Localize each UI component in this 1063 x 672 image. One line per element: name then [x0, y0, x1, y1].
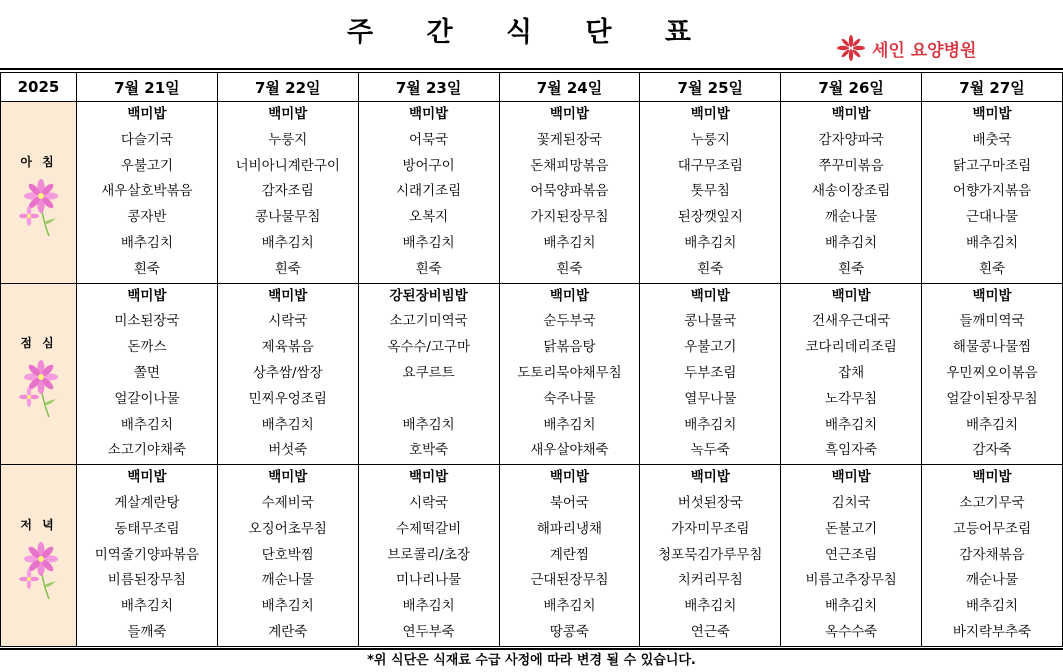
menu-item: 콩나물국	[684, 313, 737, 330]
meal-name: 아 침	[20, 154, 57, 169]
menu-day-cell	[922, 465, 1063, 647]
logo-flower-icon	[836, 34, 866, 62]
menu-item: 민찌우엉조림	[248, 390, 327, 407]
menu-item: 시락국	[409, 494, 449, 511]
menu-item	[359, 387, 499, 413]
menu-item: 호박죽	[409, 442, 449, 459]
menu-item: 쫄면	[133, 364, 160, 381]
menu-item: 누룽지	[690, 131, 730, 148]
menu-item: 꽃게된장국	[536, 131, 603, 148]
menu-day-cell	[781, 465, 922, 647]
menu-item: 깨순나물	[965, 572, 1019, 589]
menu-item: 근대나물	[965, 209, 1019, 226]
menu-item: 흰죽	[838, 260, 865, 277]
menu-item: 감자죽	[972, 442, 1012, 459]
menu-item: 미소된장국	[114, 313, 180, 330]
meal-name: 점 심	[20, 336, 57, 351]
menu-item: 다슬기국	[120, 131, 173, 148]
menu-item: 깨순나물	[825, 209, 878, 226]
menu-item: 배추김치	[120, 416, 173, 433]
menu-day-cell	[77, 102, 218, 284]
main-dish-item: 백미밥	[690, 469, 730, 486]
menu-item: 톳무침	[690, 183, 730, 200]
menu-item: 배춧국	[972, 131, 1012, 148]
menu-day-cell	[217, 465, 358, 647]
header	[0, 0, 1063, 70]
menu-day-cell	[358, 102, 499, 284]
menu-item: 시락국	[268, 313, 308, 330]
menu-item: 동태무조림	[114, 520, 180, 537]
menu-item: 배추김치	[543, 416, 596, 433]
main-dish-item: 백미밥	[409, 106, 449, 122]
main-dish-item: 백미밥	[690, 106, 730, 122]
date-header: 7월 24일	[499, 73, 640, 102]
menu-item: 콩자반	[127, 209, 167, 226]
main-dish-item: 백미밥	[831, 106, 871, 122]
menu-day-cell	[781, 283, 922, 465]
menu-item: 요쿠르트	[402, 364, 455, 381]
menu-item: 도토리묵야채무침	[517, 364, 622, 381]
page-title: 주 간 식 단 표	[346, 17, 713, 48]
menu-item: 시래기조림	[396, 183, 462, 200]
menu-item: 대구무조림	[677, 157, 743, 174]
menu-item: 감자양파국	[818, 131, 884, 148]
main-dish-item: 백미밥	[409, 469, 449, 486]
menu-day-cell	[781, 102, 922, 284]
menu-item: 오징어초무침	[248, 520, 327, 537]
menu-item: 미역줄기양파볶음	[94, 546, 200, 563]
main-dish-item: 백미밥	[268, 469, 308, 486]
menu-day-cell	[217, 102, 358, 284]
main-dish-item: 백미밥	[972, 287, 1012, 304]
meal-row	[1, 283, 1063, 465]
menu-item: 두부조림	[684, 364, 737, 381]
menu-item: 순두부국	[543, 313, 596, 330]
menu-item: 배추김치	[261, 598, 314, 615]
main-dish-item: 백미밥	[972, 106, 1012, 122]
menu-item: 치커리무침	[677, 572, 743, 589]
menu-item: 흰죽	[274, 260, 301, 277]
main-dish-item: 백미밥	[127, 287, 167, 304]
main-dish-item: 백미밥	[268, 106, 308, 122]
menu-item: 소고기무국	[959, 494, 1025, 511]
menu-item: 열무나물	[684, 390, 737, 407]
main-dish-item: 백미밥	[549, 287, 590, 304]
menu-item: 계란죽	[268, 623, 308, 640]
menu-item: 배추김치	[965, 598, 1019, 615]
menu-item: 배추김치	[965, 234, 1019, 251]
menu-item: 게살계란탕	[114, 494, 180, 511]
menu-item: 가자미무조림	[671, 520, 750, 537]
date-header: 7월 23일	[358, 73, 499, 102]
menu-item: 배추김치	[402, 234, 455, 251]
menu-item: 근대된장무침	[530, 572, 609, 589]
menu-item: 소고기야채죽	[107, 442, 187, 459]
menu-item: 버섯된장국	[677, 494, 743, 511]
menu-item: 고등어무조림	[952, 520, 1032, 537]
main-dish-item: 백미밥	[831, 469, 871, 486]
menu-day-cell	[640, 465, 781, 647]
menu-item: 어묵양파볶음	[530, 183, 609, 200]
menu-item: 해파리냉채	[536, 520, 603, 537]
menu-item: 어묵국	[409, 131, 449, 148]
meal-row	[1, 465, 1063, 647]
meal-label-cell	[1, 465, 77, 647]
menu-item: 우불고기	[120, 157, 173, 174]
menu-item: 된장깻잎지	[677, 209, 743, 226]
menu-item: 브로콜리/초장	[387, 546, 470, 563]
menu-day-cell	[499, 102, 640, 284]
menu-item: 코다리데리조림	[805, 339, 897, 356]
menu-item: 배추김치	[402, 598, 455, 615]
menu-item: 숙주나물	[543, 390, 596, 407]
menu-item: 새우살호박볶음	[101, 183, 193, 200]
menu-item: 상추쌈/쌈장	[252, 364, 323, 381]
menu-item: 배추김치	[120, 234, 173, 251]
menu-item: 우민찌오이볶음	[946, 364, 1038, 381]
menu-item: 배추김치	[261, 234, 314, 251]
menu-item: 닭고구마조림	[952, 157, 1032, 174]
date-header-row	[1, 73, 1063, 102]
menu-item: 배추김치	[543, 598, 596, 615]
menu-item: 돈불고기	[825, 520, 878, 537]
flower-icon	[19, 539, 59, 605]
menu-item: 배추김치	[825, 234, 878, 251]
date-header: 7월 26일	[781, 73, 922, 102]
menu-item: 돈채피망볶음	[530, 157, 609, 174]
year-header: 2025	[1, 73, 77, 102]
menu-day-cell	[640, 283, 781, 465]
menu-item: 감자조림	[261, 183, 314, 200]
menu-day-cell	[217, 283, 358, 465]
menu-item: 들깨미역국	[959, 313, 1025, 330]
menu-item: 북어국	[549, 494, 590, 511]
menu-item: 바지락부추죽	[952, 623, 1032, 640]
menu-item: 배추김치	[261, 416, 314, 433]
menu-item: 흑임자죽	[825, 442, 878, 459]
main-dish-item: 백미밥	[690, 287, 730, 304]
menu-item: 녹두죽	[690, 442, 730, 459]
menu-item: 수제떡갈비	[396, 520, 462, 537]
menu-item: 연근조림	[825, 546, 878, 563]
date-header: 7월 21일	[77, 73, 218, 102]
menu-item: 옥수수/고구마	[387, 339, 470, 356]
menu-item: 잡채	[838, 364, 865, 381]
menu-item: 가지된장무침	[530, 209, 609, 226]
menu-item: 해물콩나물찜	[952, 339, 1032, 356]
menu-item: 깨순나물	[261, 572, 314, 589]
meal-label-cell	[1, 283, 77, 465]
menu-day-cell	[358, 283, 499, 465]
menu-item: 배추김치	[684, 416, 737, 433]
date-header: 7월 27일	[922, 73, 1063, 102]
menu-item: 소고기미역국	[389, 313, 468, 330]
menu-item: 배추김치	[684, 234, 737, 251]
main-dish-item: 백미밥	[127, 106, 167, 122]
menu-item: 비름고추장무침	[805, 572, 897, 589]
menu-item: 미나리나물	[396, 572, 462, 589]
menu-item: 비름된장무침	[107, 572, 187, 589]
menu-item: 우불고기	[684, 339, 737, 356]
main-dish-item: 백미밥	[268, 287, 308, 304]
menu-item: 돈까스	[127, 339, 167, 356]
menu-item: 연근죽	[690, 623, 730, 640]
menu-item: 오복지	[409, 209, 449, 226]
menu-item: 흰죽	[978, 260, 1006, 277]
menu-item: 얼갈이된장무침	[946, 390, 1038, 407]
menu-item: 청포묵김가루무침	[658, 546, 763, 563]
menu-item: 배추김치	[402, 416, 455, 433]
menu-item: 배추김치	[120, 598, 173, 615]
menu-item: 땅콩죽	[549, 623, 590, 640]
menu-day-cell	[358, 465, 499, 647]
menu-item: 김치국	[831, 494, 871, 511]
meal-name: 저 녁	[20, 517, 57, 532]
menu-item: 콩나물무침	[255, 209, 321, 226]
menu-item: 얼갈이나물	[114, 390, 180, 407]
menu-item: 흰죽	[697, 260, 724, 277]
main-dish-item: 백미밥	[831, 287, 871, 304]
menu-day-cell	[77, 283, 218, 465]
meal-row	[1, 102, 1063, 284]
menu-day-cell	[499, 465, 640, 647]
menu-item: 배추김치	[825, 598, 878, 615]
main-dish-item: 백미밥	[127, 469, 167, 486]
menu-item: 버섯죽	[268, 442, 308, 459]
menu-item: 누룽지	[268, 131, 308, 148]
weekly-menu-table	[0, 72, 1063, 647]
menu-item: 어향가지볶음	[952, 183, 1032, 200]
meal-label-cell	[1, 102, 77, 284]
menu-day-cell	[499, 283, 640, 465]
menu-item: 흰죽	[556, 260, 583, 277]
menu-item: 건새우근대국	[812, 313, 891, 330]
main-dish-item: 백미밥	[549, 106, 590, 122]
menu-day-cell	[640, 102, 781, 284]
menu-item: 수제비국	[261, 494, 314, 511]
main-dish-item: 강된장비빔밥	[389, 287, 468, 304]
menu-item: 연두부죽	[402, 623, 455, 640]
menu-item: 새우살야채죽	[530, 442, 609, 459]
menu-item: 새송이장조림	[812, 183, 891, 200]
menu-item: 옥수수죽	[825, 623, 878, 640]
menu-item: 흰죽	[133, 260, 160, 277]
menu-item: 방어구이	[402, 157, 455, 174]
menu-item: 닭볶음탕	[543, 339, 596, 356]
main-dish-item: 백미밥	[972, 469, 1012, 486]
menu-item: 들깨죽	[127, 623, 167, 640]
date-header: 7월 25일	[640, 73, 781, 102]
menu-item: 배추김치	[825, 416, 878, 433]
menu-item: 배추김치	[684, 598, 737, 615]
flower-icon	[19, 176, 59, 242]
menu-item: 단호박찜	[261, 546, 314, 563]
menu-item: 쭈꾸미볶음	[818, 157, 884, 174]
menu-item: 너비아니계란구이	[235, 157, 340, 174]
logo-text: 세인 요양병원	[872, 40, 977, 61]
menu-item: 배추김치	[965, 416, 1019, 433]
footer-note: *위 식단은 식재료 수급 사정에 따라 변경 될 수 있습니다.	[0, 648, 1063, 672]
menu-item: 노각무침	[825, 390, 878, 407]
menu-item: 계란찜	[549, 546, 590, 563]
menu-item: 흰죽	[415, 260, 442, 277]
menu-day-cell	[922, 283, 1063, 465]
menu-day-cell	[77, 465, 218, 647]
hospital-logo	[836, 34, 976, 62]
menu-item: 배추김치	[543, 234, 596, 251]
flower-icon	[19, 357, 59, 423]
main-dish-item: 백미밥	[549, 469, 590, 486]
date-header: 7월 22일	[217, 73, 358, 102]
menu-item: 제육볶음	[261, 339, 314, 356]
menu-item: 감자채볶음	[959, 546, 1025, 563]
menu-day-cell	[922, 102, 1063, 284]
